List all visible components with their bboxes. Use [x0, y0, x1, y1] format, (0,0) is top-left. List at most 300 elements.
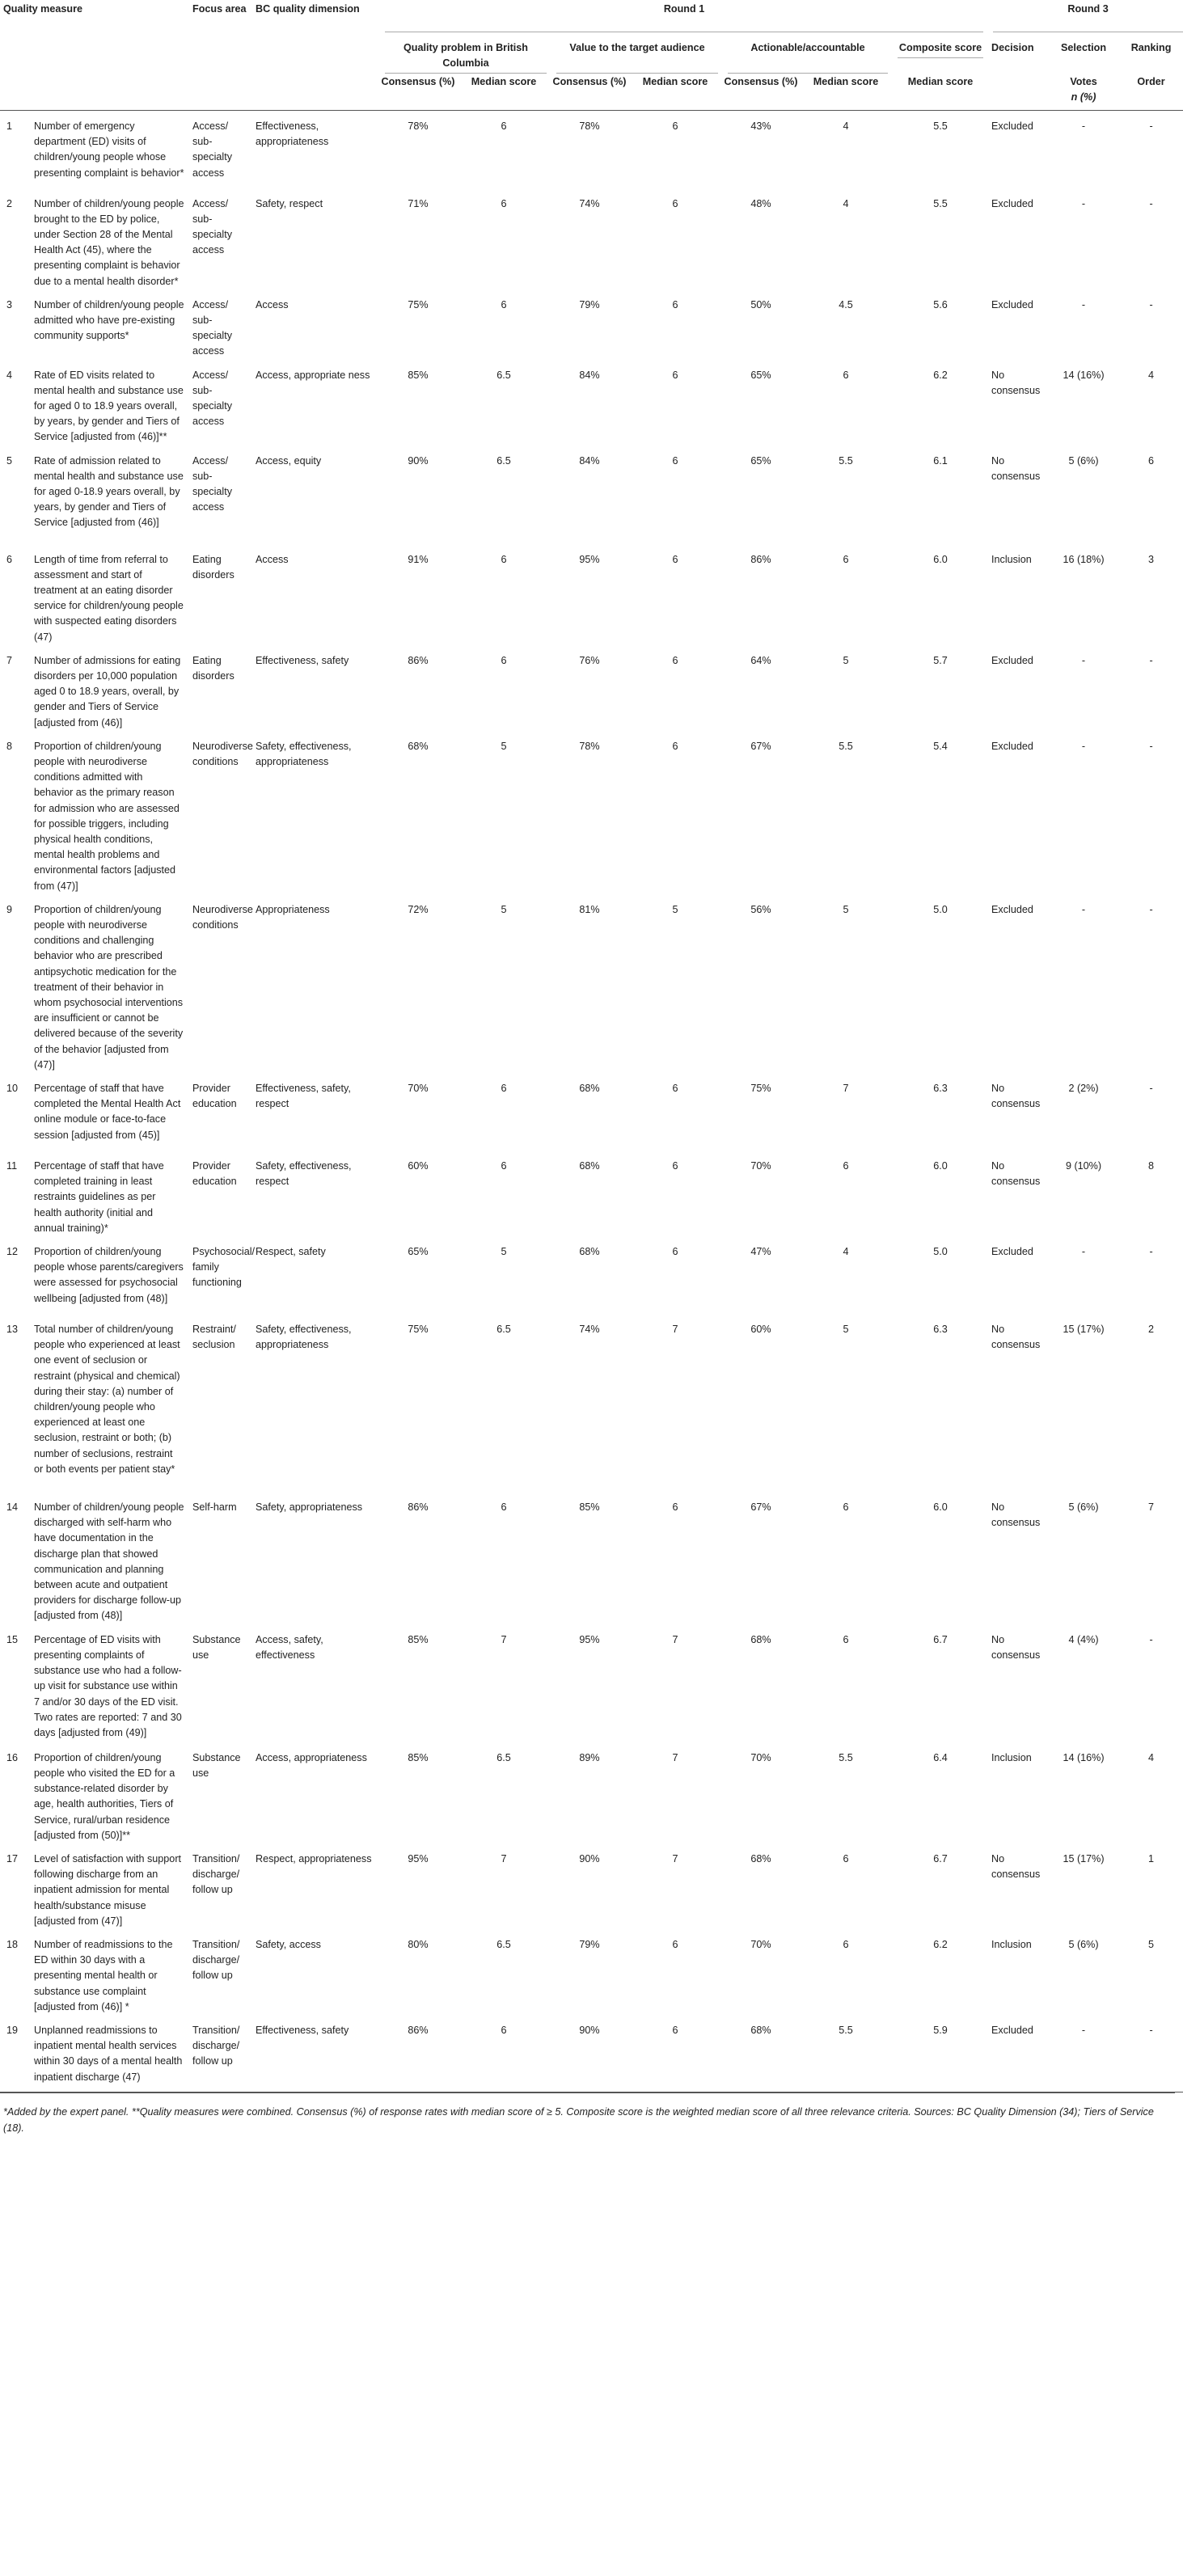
table-row — [0, 1073, 1183, 1151]
qp-median-cell: 6 — [501, 1501, 507, 1514]
table-row — [0, 731, 1183, 894]
bc-dimension-cell: Effectiveness, safety, respect — [256, 1083, 351, 1110]
selection-cell: - — [1081, 2024, 1086, 2036]
value-median-cell: 6 — [672, 1083, 678, 1095]
quality-measure-cell: Percentage of ED visits with presenting complaints of substance use who had a follow-up visit for substance use within 7 and/or 30 days of the ED visit. Two rates are reported: 7 and 30 days [adjusted from (49)] — [34, 1633, 182, 1738]
decision-cell: No consensus — [991, 1083, 1041, 1110]
action-consensus-cell: 70% — [750, 1938, 771, 1950]
bc-dimension-cell: Safety, appropriateness — [256, 1501, 363, 1514]
quality-measure-cell: Unplanned readmissions to inpatient mental health services within 30 days of a mental health inpatient discharge (47) — [34, 2024, 183, 2083]
action-consensus-cell: 50% — [750, 298, 771, 310]
bc-dimension-cell: Respect, appropriateness — [256, 1852, 372, 1864]
action-consensus-cell: 70% — [750, 1160, 771, 1172]
action-consensus-cell: 67% — [750, 740, 771, 752]
focus-area-cell: Eating disorders — [192, 553, 234, 581]
header-focus-area: Focus area — [192, 3, 247, 15]
row-number: 13 — [6, 1324, 19, 1336]
action-median-cell: 4 — [843, 120, 849, 132]
table-row — [0, 645, 1183, 731]
qp-median-cell: 6 — [501, 2024, 507, 2036]
bc-dimension-cell: Appropriateness — [256, 903, 330, 915]
action-median-cell: 6 — [843, 1633, 849, 1645]
action-median-cell: 5 — [843, 1324, 849, 1336]
qp-median-cell: 6 — [501, 197, 507, 209]
action-median-cell: 5 — [843, 903, 849, 915]
composite-median-cell: 5.0 — [933, 903, 948, 915]
qp-median-cell: 6 — [501, 654, 507, 666]
qp-consensus-cell: 68% — [408, 740, 429, 752]
decision-cell: Excluded — [991, 903, 1033, 915]
qp-median-cell: 6.5 — [496, 454, 511, 467]
table-row — [0, 1492, 1183, 1624]
bc-dimension-cell: Effectiveness, safety — [256, 654, 349, 666]
qp-median-cell: 6 — [501, 553, 507, 565]
value-consensus-cell: 90% — [579, 2024, 600, 2036]
quality-measure-cell: Proportion of children/young people who visited the ED for a substance-related disorder by age, health authorities, Tiers of Service, rural/urban residence [adjusted from (50)]** — [34, 1751, 175, 1841]
composite-median-cell: 5.6 — [933, 298, 948, 310]
row-number: 4 — [6, 369, 13, 381]
table-row — [0, 1151, 1183, 1236]
quality-measure-cell: Level of satisfaction with support following discharge from an inpatient admission for mental health/substance misuse [adjusted from (47)] — [34, 1852, 182, 1927]
qp-consensus-cell: 85% — [408, 369, 429, 381]
action-median-cell: 4 — [843, 1246, 849, 1258]
table-row — [0, 1236, 1183, 1314]
row-number: 11 — [6, 1160, 18, 1172]
qp-consensus-cell: 60% — [408, 1160, 429, 1172]
qp-consensus-cell: 86% — [408, 2024, 429, 2036]
quality-measure-cell: Number of children/young people brought to the ED by police, under Section 28 of the Mental Health Act (45), where the presenting complaint is behavior due to a mental health disorder* — [34, 197, 184, 287]
table-row — [0, 446, 1183, 544]
action-consensus-cell: 75% — [750, 1083, 771, 1095]
header-median-value: Median score — [642, 76, 708, 87]
ranking-cell: 7 — [1148, 1501, 1155, 1514]
action-consensus-cell: 68% — [750, 1852, 771, 1864]
header-value — [551, 40, 723, 74]
value-consensus-cell: 90% — [579, 1852, 600, 1864]
value-label: Value to the target audience — [556, 40, 718, 74]
row-number: 10 — [6, 1083, 19, 1095]
header-actionable — [723, 40, 893, 74]
focus-area-cell: Self-harm — [192, 1501, 237, 1514]
focus-area-cell: Transition/ discharge/ follow up — [192, 2024, 240, 2067]
qp-consensus-cell: 80% — [408, 1938, 429, 1950]
value-median-cell: 5 — [672, 903, 678, 915]
selection-cell: 4 (4%) — [1068, 1633, 1099, 1645]
focus-area-cell: Psychosocial/ family functioning — [192, 1246, 255, 1289]
row-number: 18 — [6, 1938, 19, 1950]
action-consensus-cell: 86% — [750, 553, 771, 565]
quality-measure-cell: Number of readmissions to the ED within 30 days with a presenting mental health or substance use complaint [adjusted from (46)] * — [34, 1938, 173, 2012]
ranking-cell: 8 — [1148, 1160, 1155, 1172]
focus-area-cell: Access/ sub-specialty access — [192, 369, 232, 428]
value-consensus-cell: 68% — [579, 1160, 600, 1172]
value-median-cell: 6 — [672, 120, 678, 132]
bc-dimension-cell: Access, equity — [256, 454, 322, 467]
action-median-cell: 5.5 — [839, 740, 853, 752]
ranking-cell: 4 — [1148, 369, 1155, 381]
table-row — [0, 188, 1183, 289]
ranking-cell: 3 — [1148, 553, 1155, 565]
composite-median-cell: 6.0 — [933, 553, 948, 565]
qp-median-cell: 6.5 — [496, 1751, 511, 1763]
action-median-cell: 5.5 — [839, 454, 853, 467]
quality-measure-cell: Number of children/young people admitted who have pre-existing community supports* — [34, 298, 184, 342]
qp-median-cell: 7 — [501, 1633, 507, 1645]
decision-cell: Excluded — [991, 654, 1033, 666]
quality-measure-cell: Percentage of staff that have completed training in least restraints guidelines as per health authority (initial and annual training)* — [34, 1160, 164, 1234]
row-number: 19 — [6, 2024, 19, 2036]
qp-median-cell: 6.5 — [496, 369, 511, 381]
ranking-cell: 4 — [1148, 1751, 1155, 1763]
header-selection: Selection — [1061, 42, 1107, 53]
bc-dimension-cell: Safety, access — [256, 1938, 321, 1950]
round3-label: Round 3 — [993, 2, 1183, 32]
value-consensus-cell: 78% — [579, 740, 600, 752]
qp-median-cell: 7 — [501, 1852, 507, 1864]
action-consensus-cell: 48% — [750, 197, 771, 209]
decision-cell: Excluded — [991, 197, 1033, 209]
action-consensus-cell: 47% — [750, 1246, 771, 1258]
selection-cell: - — [1081, 197, 1086, 209]
table-row — [0, 2015, 1183, 2092]
qp-consensus-cell: 86% — [408, 654, 429, 666]
decision-cell: Inclusion — [991, 1938, 1032, 1950]
decision-cell: No consensus — [991, 1852, 1041, 1881]
selection-cell: - — [1081, 1246, 1086, 1258]
value-consensus-cell: 81% — [579, 903, 600, 915]
focus-area-cell: Access/ sub-specialty access — [192, 197, 232, 256]
composite-median-cell: 5.9 — [933, 2024, 948, 2036]
value-median-cell: 7 — [672, 1852, 678, 1864]
value-median-cell: 6 — [672, 197, 678, 209]
quality-measure-cell: Number of admissions for eating disorders per 10,000 population aged 0 to 18.9 years, overall, by gender and Tiers of Service [adjusted from (46)] — [34, 654, 181, 728]
focus-area-cell: Eating disorders — [192, 654, 234, 682]
decision-cell: No consensus — [991, 369, 1041, 396]
action-consensus-cell: 64% — [750, 654, 771, 666]
value-median-cell: 6 — [672, 298, 678, 310]
decision-cell: Excluded — [991, 2024, 1033, 2036]
decision-cell: No consensus — [991, 1501, 1041, 1529]
qp-consensus-cell: 91% — [408, 553, 429, 565]
qp-consensus-cell: 90% — [408, 454, 429, 467]
focus-area-cell: Restraint/ seclusion — [192, 1324, 236, 1351]
selection-cell: 5 (6%) — [1068, 454, 1099, 467]
selection-cell: 14 (16%) — [1063, 369, 1105, 381]
selection-cell: 15 (17%) — [1063, 1852, 1105, 1864]
action-median-cell: 6 — [843, 1852, 849, 1864]
focus-area-cell: Neurodiverse conditions — [192, 740, 253, 767]
value-median-cell: 7 — [672, 1324, 678, 1336]
value-median-cell: 6 — [672, 740, 678, 752]
header-quality-problem — [380, 40, 551, 74]
composite-median-cell: 6.2 — [933, 369, 948, 381]
bc-dimension-cell: Safety, effectiveness, appropriateness — [256, 740, 352, 767]
ranking-cell: - — [1149, 298, 1153, 310]
qp-median-cell: 5 — [501, 1246, 507, 1258]
qp-consensus-cell: 85% — [408, 1633, 429, 1645]
table-body — [0, 111, 1183, 2092]
row-number: 17 — [6, 1852, 19, 1864]
qp-median-cell: 6 — [501, 1083, 507, 1095]
action-consensus-cell: 65% — [750, 369, 771, 381]
action-median-cell: 6 — [843, 369, 849, 381]
value-consensus-cell: 84% — [579, 369, 600, 381]
quality-measure-cell: Proportion of children/young people with neurodiverse conditions admitted with behavior as the primary reason for admission who are assessed for possible triggers, including physical health conditions, mental health problems and environmental factors [adjusted from (47)] — [34, 740, 180, 892]
decision-cell: Excluded — [991, 298, 1033, 310]
value-consensus-cell: 79% — [579, 298, 600, 310]
table-row — [0, 289, 1183, 360]
header-decision: Decision — [991, 42, 1034, 53]
ranking-cell: - — [1149, 1083, 1153, 1095]
selection-cell: 5 (6%) — [1068, 1938, 1099, 1950]
qp-median-cell: 6.5 — [496, 1938, 511, 1950]
action-consensus-cell: 67% — [750, 1501, 771, 1514]
bc-dimension-cell: Safety, effectiveness, respect — [256, 1160, 352, 1188]
decision-cell: No consensus — [991, 1324, 1041, 1351]
selection-cell: - — [1081, 903, 1086, 915]
action-median-cell: 5.5 — [839, 2024, 853, 2036]
ranking-cell: - — [1149, 1633, 1153, 1645]
selection-cell: - — [1081, 298, 1086, 310]
decision-cell: Inclusion — [991, 553, 1032, 565]
composite-median-cell: 6.4 — [933, 1751, 948, 1763]
qp-median-cell: 6 — [501, 120, 507, 132]
focus-area-cell: Transition/ discharge/ follow up — [192, 1852, 240, 1896]
ranking-cell: - — [1149, 120, 1153, 132]
focus-area-cell: Substance use — [192, 1633, 241, 1661]
selection-cell: - — [1081, 120, 1086, 132]
header-median-composite: Median score — [907, 76, 974, 87]
action-median-cell: 6 — [843, 1501, 849, 1514]
table-row — [0, 360, 1183, 446]
bc-dimension-cell: Access — [256, 298, 289, 310]
focus-area-cell: Access/ sub-specialty access — [192, 120, 232, 179]
bc-dimension-cell: Safety, effectiveness, appropriateness — [256, 1324, 352, 1351]
selection-cell: 16 (18%) — [1063, 553, 1105, 565]
header-composite — [893, 40, 988, 74]
table-row — [0, 1843, 1183, 1929]
action-consensus-cell: 68% — [750, 2024, 771, 2036]
value-consensus-cell: 74% — [579, 1324, 600, 1336]
value-median-cell: 7 — [672, 1633, 678, 1645]
value-median-cell: 6 — [672, 1501, 678, 1514]
quality-measure-cell: Number of children/young people discharged with self-harm who have documentation in the discharge plan that showed communication and planning between acute and outpatient providers for discharge follow-up [adjusted from (48)] — [34, 1501, 184, 1622]
value-consensus-cell: 74% — [579, 197, 600, 209]
quality-measure-cell: Proportion of children/young people whose parents/caregivers were assessed for psychosocial wellbeing [adjusted from (48)] — [34, 1246, 184, 1304]
composite-median-cell: 6.3 — [933, 1083, 948, 1095]
qp-consensus-cell: 95% — [408, 1852, 429, 1864]
action-median-cell: 6 — [843, 1160, 849, 1172]
qp-median-cell: 5 — [501, 740, 507, 752]
quality-measure-cell: Number of emergency department (ED) visits of children/young people whose presenting complaint is behavior* — [34, 120, 184, 179]
value-consensus-cell: 78% — [579, 120, 600, 132]
action-consensus-cell: 60% — [750, 1324, 771, 1336]
composite-median-cell: 5.4 — [933, 740, 948, 752]
votes-label: Votes — [1070, 76, 1097, 87]
actionable-label: Actionable/accountable — [728, 40, 888, 74]
quality-measure-cell: Total number of children/young people who experienced at least one event of seclusion or restraint (physical and chemical) during their stay: (a) number of children/young people who experienced at least one seclusion, restraint or both; (b) number of seclusions, restraint or both events per patient stay* — [34, 1324, 180, 1475]
value-median-cell: 6 — [672, 454, 678, 467]
table-row — [0, 1314, 1183, 1492]
table-footnote: *Added by the expert panel. **Quality measures were combined. Consensus (%) of response rates with median score of ≥ 5. Composite score is the weighted median score of all three relevance criteria. Sources: BC Quality Dimension (34); Tiers of Service (18). — [0, 2092, 1175, 2136]
composite-label: Composite score — [898, 40, 983, 58]
value-consensus-cell: 79% — [579, 1938, 600, 1950]
action-median-cell: 4.5 — [839, 298, 853, 310]
decision-cell: No consensus — [991, 1160, 1041, 1188]
value-median-cell: 6 — [672, 1160, 678, 1172]
qp-median-cell: 5 — [501, 903, 507, 915]
header-round1 — [380, 0, 988, 40]
ranking-cell: 6 — [1148, 454, 1155, 467]
value-median-cell: 6 — [672, 1938, 678, 1950]
value-median-cell: 6 — [672, 2024, 678, 2036]
ranking-cell: - — [1149, 654, 1153, 666]
row-number: 1 — [6, 120, 13, 132]
selection-cell: 5 (6%) — [1068, 1501, 1099, 1514]
composite-median-cell: 5.5 — [933, 120, 948, 132]
votes-n-label: n (%) — [1071, 91, 1096, 103]
quality-measure-cell: Percentage of staff that have completed the Mental Health Act online module or face-to-face session [adjusted from (45)] — [34, 1083, 181, 1141]
composite-median-cell: 5.5 — [933, 197, 948, 209]
decision-cell: Excluded — [991, 740, 1033, 752]
action-median-cell: 6 — [843, 553, 849, 565]
action-median-cell: 6 — [843, 1938, 849, 1950]
action-median-cell: 4 — [843, 197, 849, 209]
header-ranking: Ranking — [1130, 42, 1172, 53]
header-consensus-action: Consensus (%) — [724, 76, 798, 87]
composite-median-cell: 5.0 — [933, 1246, 948, 1258]
table-row — [0, 1742, 1183, 1843]
qp-consensus-cell: 70% — [408, 1083, 429, 1095]
selection-cell: 9 (10%) — [1065, 1160, 1102, 1172]
table-row — [0, 1624, 1183, 1742]
value-consensus-cell: 68% — [579, 1246, 600, 1258]
value-median-cell: 6 — [672, 654, 678, 666]
ranking-cell: - — [1149, 1246, 1153, 1258]
qp-consensus-cell: 75% — [408, 298, 429, 310]
row-number: 3 — [6, 298, 13, 310]
focus-area-cell: Provider education — [192, 1160, 237, 1188]
bc-dimension-cell: Access, safety, effectiveness — [256, 1633, 323, 1661]
ranking-cell: - — [1149, 197, 1153, 209]
bc-dimension-cell: Access, appropriate ness — [256, 369, 370, 381]
quality-measure-cell: Rate of ED visits related to mental health and substance use for aged 0 to 18.9 years overall, by years, by gender and Tiers of Service [adjusted from (46)]** — [34, 369, 184, 443]
quality-measure-cell: Rate of admission related to mental health and substance use for aged 0-18.9 years overall, by years, by gender and Tiers of Service [adjusted from (46)] — [34, 454, 184, 529]
focus-area-cell: Access/ sub-specialty access — [192, 454, 232, 513]
header-consensus-value: Consensus (%) — [552, 76, 627, 87]
row-number: 12 — [6, 1246, 19, 1258]
decision-cell: No consensus — [991, 1633, 1041, 1661]
composite-median-cell: 6.7 — [933, 1633, 948, 1645]
value-consensus-cell: 84% — [579, 454, 600, 467]
bc-dimension-cell: Respect, safety — [256, 1246, 326, 1258]
quality-measure-cell: Proportion of children/young people with neurodiverse conditions and challenging behavior who are prescribed antipsychotic medication for the treatment of their behavior in whom psychosocial interventions are insufficient or cannot be delivered because of the severity of the behavior [adjusted from (47)] — [34, 903, 184, 1071]
ranking-cell: - — [1149, 2024, 1153, 2036]
value-consensus-cell: 76% — [579, 654, 600, 666]
action-consensus-cell: 70% — [750, 1751, 771, 1763]
action-median-cell: 5 — [843, 654, 849, 666]
table-row — [0, 111, 1183, 188]
row-number: 16 — [6, 1751, 19, 1763]
ranking-cell: 5 — [1148, 1938, 1155, 1950]
header-median-action: Median score — [813, 76, 879, 87]
qp-median-cell: 6 — [501, 298, 507, 310]
value-consensus-cell: 95% — [579, 553, 600, 565]
composite-median-cell: 6.2 — [933, 1938, 948, 1950]
header-bc-dimension: BC quality dimension — [256, 3, 360, 15]
selection-cell: - — [1081, 654, 1086, 666]
ranking-cell: - — [1149, 740, 1153, 752]
value-consensus-cell: 85% — [579, 1501, 600, 1514]
value-median-cell: 7 — [672, 1751, 678, 1763]
header-votes — [1048, 74, 1119, 111]
selection-cell: 14 (16%) — [1063, 1751, 1105, 1763]
qp-consensus-cell: 71% — [408, 197, 429, 209]
bc-dimension-cell: Access, appropriateness — [256, 1751, 367, 1763]
bc-dimension-cell: Access — [256, 553, 289, 565]
table-row — [0, 1929, 1183, 2015]
qp-consensus-cell: 78% — [408, 120, 429, 132]
selection-cell: - — [1081, 740, 1086, 752]
row-number: 7 — [6, 654, 13, 666]
focus-area-cell: Access/ sub-specialty access — [192, 298, 232, 357]
ranking-cell: 1 — [1148, 1852, 1155, 1864]
focus-area-cell: Provider education — [192, 1083, 237, 1110]
qp-consensus-cell: 75% — [408, 1324, 429, 1336]
value-consensus-cell: 68% — [579, 1083, 600, 1095]
header-median-qp: Median score — [471, 76, 537, 87]
decision-cell: Excluded — [991, 120, 1033, 132]
qp-median-cell: 6 — [501, 1160, 507, 1172]
table-row — [0, 894, 1183, 1073]
action-consensus-cell: 65% — [750, 454, 771, 467]
header-order: Order — [1137, 76, 1165, 87]
row-number: 15 — [6, 1633, 19, 1645]
row-number: 6 — [6, 553, 13, 565]
composite-median-cell: 6.3 — [933, 1324, 948, 1336]
header-quality-measure: Quality measure — [3, 3, 82, 15]
action-median-cell: 5.5 — [839, 1751, 853, 1763]
bc-dimension-cell: Safety, respect — [256, 197, 323, 209]
qp-consensus-cell: 72% — [408, 903, 429, 915]
bc-dimension-cell: Effectiveness, appropriateness — [256, 120, 329, 148]
decision-cell: No consensus — [991, 454, 1041, 482]
focus-area-cell: Transition/ discharge/ follow up — [192, 1938, 240, 1982]
action-consensus-cell: 68% — [750, 1633, 771, 1645]
composite-median-cell: 5.7 — [933, 654, 948, 666]
quality-measure-cell: Length of time from referral to assessment and start of treatment at an eating disorder service for children/young people with suspected eating disorders (47) — [34, 553, 184, 643]
value-consensus-cell: 95% — [579, 1633, 600, 1645]
focus-area-cell: Substance use — [192, 1751, 241, 1779]
row-number: 5 — [6, 454, 13, 467]
ranking-cell: - — [1149, 903, 1153, 915]
header-consensus-qp: Consensus (%) — [381, 76, 455, 87]
qp-consensus-cell: 85% — [408, 1751, 429, 1763]
row-number: 8 — [6, 740, 13, 752]
focus-area-cell: Neurodiverse conditions — [192, 903, 253, 931]
selection-cell: 2 (2%) — [1068, 1083, 1099, 1095]
qp-median-cell: 6.5 — [496, 1324, 511, 1336]
row-number: 14 — [6, 1501, 19, 1514]
qp-consensus-cell: 65% — [408, 1246, 429, 1258]
value-median-cell: 6 — [672, 369, 678, 381]
round1-label: Round 1 — [385, 2, 983, 32]
header-round3 — [988, 0, 1183, 40]
row-number: 2 — [6, 197, 13, 209]
composite-median-cell: 6.0 — [933, 1501, 948, 1514]
decision-cell: Inclusion — [991, 1751, 1032, 1763]
composite-median-cell: 6.1 — [933, 454, 948, 467]
